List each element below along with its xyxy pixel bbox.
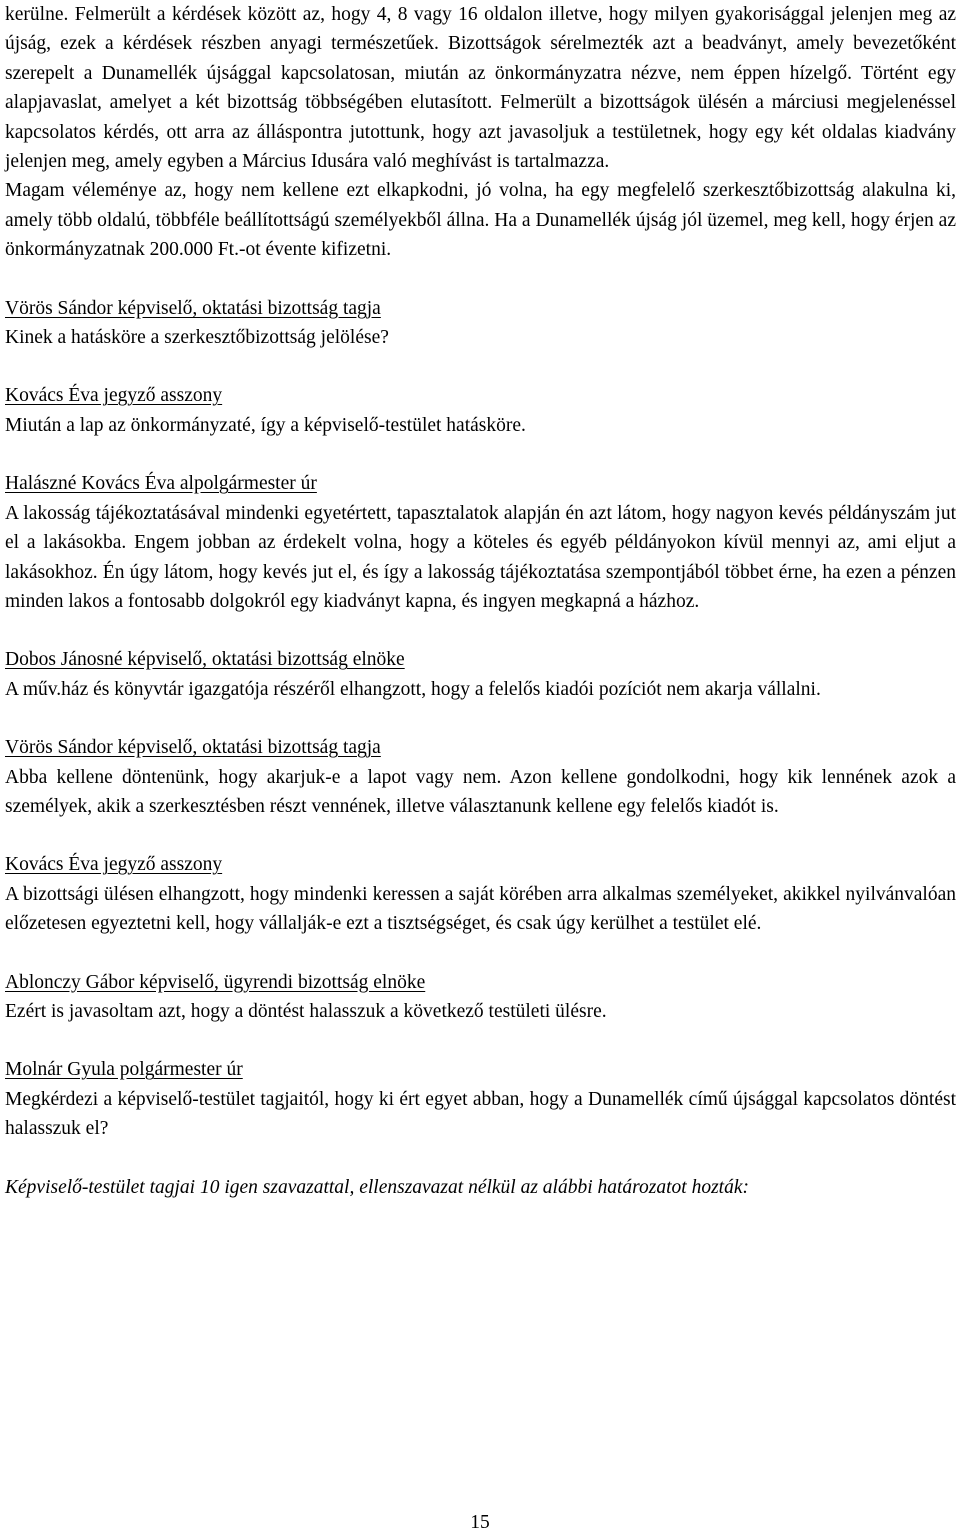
vote-statement: Képviselő-testület tagjai 10 igen szavazattal, ellenszavazat nélkül az alábbi határozatot hozták:: [5, 1176, 749, 1198]
speech-text: Kinek a hatásköre a szerkesztőbizottság jelölése?: [5, 327, 389, 349]
speech-text: Abba kellene döntenünk, hogy akarjuk-e a lapot vagy nem. Azon kellene gondolkodni, hogy kik lennének azok a személyek, akik a szerkesztésben részt vennének, illetve választanunk kellene egy felelős kiadót is.: [5, 766, 956, 817]
spacer: [5, 352, 956, 381]
intro-paragraph-1: kerülne. Felmerült a kérdések között az, hogy 4, 8 vagy 16 oldalon illetve, hogy milyen gyakorisággal jelenjen meg az újság, ezek a kérdések részben anyagi természetűek. Bizottságok sérelmezték azt a beadványt, amely bevezetőként szerepelt a Dunamellék újsággal kapcsolatosan, miután az önkormányzatra nézve, nem éppen hízelgő. Történt egy alapjavaslat, amelyet a két bizottság többségében elutasított. Felmerült a bizottságok ülésén a márciusi megjelenéssel kapcsolatos kérdés, ott arra az álláspontra jutottunk, hogy azt javasoljuk a testületnek, hogy egy két oldalas kiadvány jelenjen meg, amely egyben a Március Idusára való meghívást is tartalmazza.: [5, 4, 956, 173]
speech-text: A műv.ház és könyvtár igazgatója részéről elhangzott, hogy a felelős kiadói pozíciót nem akarja vállalni.: [5, 678, 821, 700]
speaker-name: Kovács Éva jegyző asszony: [5, 385, 223, 407]
speech-text: Ezért is javasoltam azt, hogy a döntést halasszuk a következő testületi ülésre.: [5, 1000, 607, 1022]
spacer: [5, 821, 956, 850]
speech-text: Miután a lap az önkormányzaté, így a képviselő-testület hatásköre.: [5, 414, 526, 436]
speaker-name: Ablonczy Gábor képviselő, ügyrendi bizottság elnöke: [5, 971, 426, 993]
page-number: 15: [470, 1512, 490, 1533]
speaker-name: Vörös Sándor képviselő, oktatási bizottság tagja: [5, 297, 381, 319]
speaker-name: Halászné Kovács Éva alpolgármester úr: [5, 473, 317, 495]
spacer: [5, 1026, 956, 1055]
document-page: [5, 0, 956, 1202]
speech-text: Megkérdezi a képviselő-testület tagjaitól, hogy ki ért egyet abban, hogy a Dunamellék című újsággal kapcsolatos döntést halasszuk el?: [5, 1088, 956, 1140]
spacer: [5, 265, 956, 294]
speaker-name: Vörös Sándor képviselő, oktatási bizottság tagja: [5, 737, 381, 759]
speech-text: A lakosság tájékoztatásával mindenki egyetértett, tapasztalatok alapján én azt látom, hogy nagyon kevés példányszám jut el a lakásokba. Engem jobban az érdekelt volna, hogy a köteles és egyéb példányokon kívül mennyi az, ami eljut a lakásokhoz. Én úgy látom, hogy kevés jut el, és így a lakosság tájékoztatása szempontjából többet érne, ha ezen a pénzen minden lakos a fontosabb dolgokról egy kiadványt kapna, és ingyen megkapná a házhoz.: [5, 502, 956, 612]
spacer: [5, 440, 956, 469]
spacer: [5, 704, 956, 733]
spacer: [5, 939, 956, 968]
speaker-name: Kovács Éva jegyző asszony: [5, 854, 223, 876]
speaker-name: Molnár Gyula polgármester úr: [5, 1059, 243, 1081]
spacer: [5, 616, 956, 645]
spacer: [5, 1144, 956, 1173]
speech-text: A bizottsági ülésen elhangzott, hogy mindenki keressen a saját körében arra alkalmas személyeket, akikkel nyilvánvalóan előzetesen egyeztetni kell, hogy vállalják-e ezt a tisztségséget, és csak úgy kerülhet a testület elé.: [5, 883, 956, 935]
intro-paragraph-2: Magam véleménye az, hogy nem kellene ezt elkapkodni, jó volna, ha egy megfelelő szerkesztőbizottság alakulna ki, amely több oldalú, többféle beállítottságú személyekből állna. Ha a Dunamellék újság jól üzemel, meg kell, hogy érjen az önkormányzatnak 200.000 Ft.-ot évente kifizetni.: [5, 180, 956, 261]
speaker-name: Dobos Jánosné képviselő, oktatási bizottság elnöke: [5, 649, 405, 671]
